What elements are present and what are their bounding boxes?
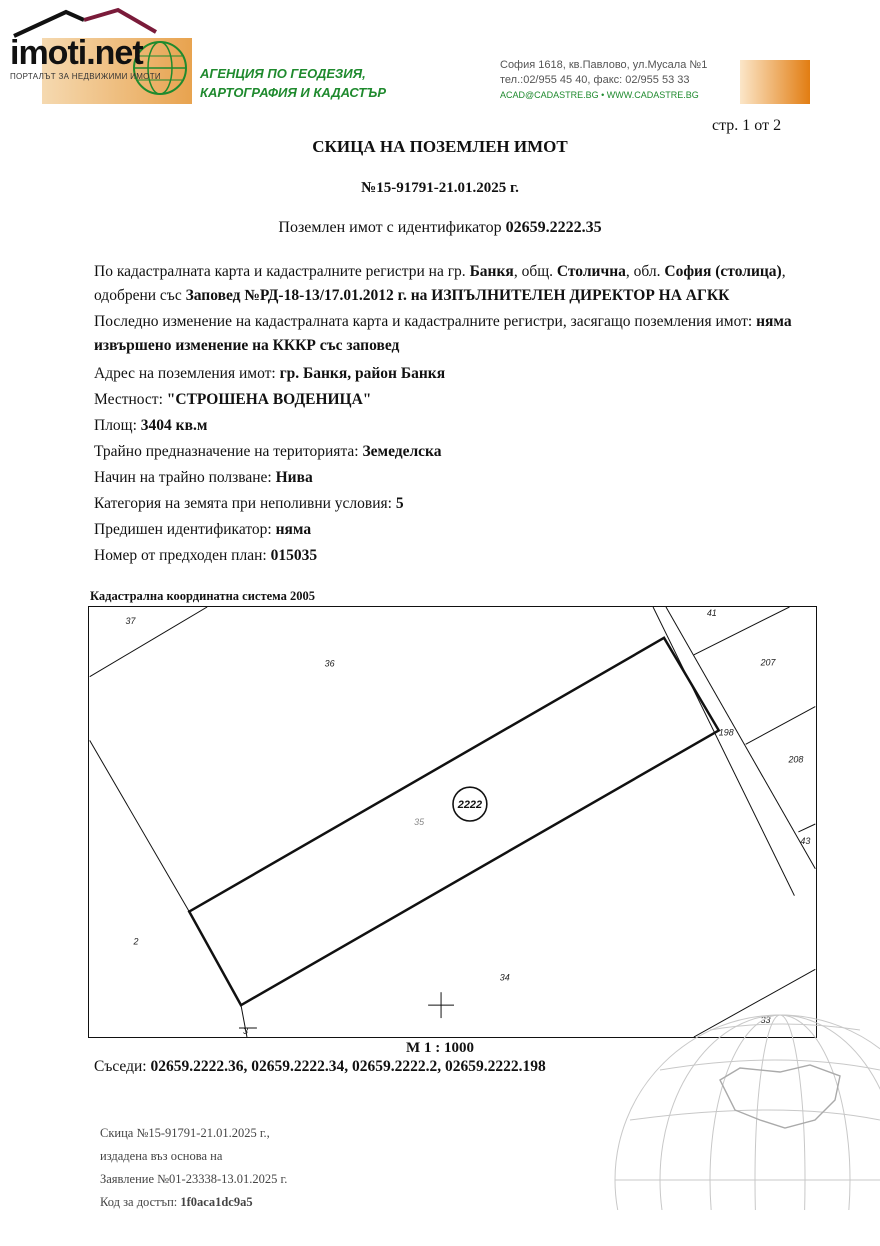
category-value: 5 bbox=[395, 495, 404, 512]
address-label: Адрес на поземления имот: bbox=[94, 365, 280, 382]
purpose-value: Земеделска bbox=[362, 443, 442, 460]
footer-access-code bbox=[100, 1191, 287, 1214]
imoti-logo[interactable] bbox=[6, 6, 176, 86]
cadastral-map-drawing bbox=[89, 607, 816, 1037]
footer-sketch-ref: Скица №15-91791-21.01.2025 г., bbox=[100, 1126, 270, 1140]
map-scale: М 1 : 1000 bbox=[406, 1040, 474, 1056]
parcel-label: 198 bbox=[718, 727, 734, 738]
parcel-label: 37 bbox=[125, 615, 136, 626]
boundary-line bbox=[90, 607, 207, 677]
agency-name bbox=[200, 64, 386, 102]
agency-address: София 1618, кв.Павлово, ул.Мусала №1 bbox=[500, 59, 708, 71]
document-footer bbox=[100, 1122, 287, 1214]
address-row bbox=[94, 362, 814, 388]
basis-text-1: По кадастралната карта и кадастралните регистри на гр. bbox=[94, 263, 470, 280]
access-code-value: 1f0aca1dc9a5 bbox=[180, 1195, 253, 1209]
area-row bbox=[94, 414, 814, 440]
prev-plan-value: 015035 bbox=[270, 547, 318, 564]
parcel-label: 35 bbox=[414, 816, 425, 827]
category-label: Категория на земята при неполивни условия: bbox=[94, 495, 396, 512]
agency-contact bbox=[500, 58, 707, 103]
municipality-value: Столична bbox=[556, 263, 626, 280]
last-change-paragraph bbox=[94, 310, 814, 358]
purpose-label: Трайно предназначение на територията: bbox=[94, 443, 363, 460]
coordinate-system: Кадастрална координатна система 2005 bbox=[90, 589, 315, 603]
boundary-line bbox=[746, 707, 816, 745]
locality-value: "СТРОШЕНА ВОДЕНИЦА" bbox=[166, 391, 372, 408]
area-value: 3404 кв.м bbox=[140, 417, 208, 434]
parcel-label: 3 bbox=[242, 1026, 248, 1037]
basis-text-4: , одобрени със bbox=[94, 263, 786, 304]
prev-plan-label: Номер от предходен план: bbox=[94, 547, 271, 564]
parcel-label: 2 bbox=[133, 936, 139, 947]
parcel-label: 34 bbox=[499, 972, 510, 983]
agency-web[interactable]: ACAD@CADASTRE.BG • WWW.CADASTRE.BG bbox=[500, 90, 699, 100]
property-info bbox=[94, 260, 814, 570]
logo-tagline: ПОРТАЛЪТ ЗА НЕДВИЖИМИ ИМОТИ bbox=[10, 72, 161, 81]
prev-id-row bbox=[94, 518, 814, 544]
property-identifier bbox=[0, 219, 880, 237]
boundary-line bbox=[798, 824, 815, 832]
neighbors-label: Съседи: bbox=[94, 1058, 151, 1075]
purpose-row bbox=[94, 440, 814, 466]
category-row bbox=[94, 492, 814, 518]
parcel-highlight-label: 2222 bbox=[457, 799, 483, 812]
address-value: гр. Банкя, район Банкя bbox=[279, 365, 446, 382]
logo-text: imoti.net bbox=[10, 34, 143, 72]
road-line bbox=[653, 607, 794, 896]
order-value: Заповед №РД-18-13/17.01.2012 г. на ИЗПЪЛНИТЕЛЕН ДИРЕКТОР НА АГКК bbox=[185, 287, 730, 304]
basis-text-2: , общ. bbox=[513, 263, 557, 280]
neighbors bbox=[94, 1058, 546, 1076]
property-id-label: Поземлен имот с идентификатор bbox=[278, 219, 506, 236]
agency-name-line2: КАРТОГРАФИЯ И КАДАСТЪР bbox=[200, 85, 386, 100]
parcel-label: 207 bbox=[760, 657, 776, 668]
usage-row bbox=[94, 466, 814, 492]
boundary-line bbox=[90, 740, 190, 911]
area-label: Площ: bbox=[94, 417, 141, 434]
last-change-label: Последно изменение на кадастралната карта и кадастралните регистри, засягащо поземления имот: bbox=[94, 313, 757, 330]
document-title: СКИЦА НА ПОЗЕМЛЕН ИМОТ bbox=[312, 137, 568, 156]
region-value: София (столица) bbox=[664, 263, 782, 280]
page-number: стр. 1 от 2 bbox=[712, 117, 782, 134]
basis-paragraph bbox=[94, 260, 814, 308]
cadastral-map[interactable] bbox=[88, 606, 817, 1038]
property-id-value: 02659.2222.35 bbox=[505, 219, 602, 236]
usage-label: Начин на трайно ползване: bbox=[94, 469, 276, 486]
parcel-label: 36 bbox=[324, 658, 335, 669]
parcel-label: 43 bbox=[800, 835, 811, 846]
locality-row bbox=[94, 388, 814, 414]
contact-color-bar bbox=[740, 60, 810, 104]
parcel-label: 33 bbox=[760, 1015, 771, 1026]
basis-text-3: , обл. bbox=[625, 263, 665, 280]
usage-value: Нива bbox=[275, 469, 313, 486]
neighbors-value: 02659.2222.36, 02659.2222.34, 02659.2222.2, 02659.2222.198 bbox=[150, 1058, 546, 1075]
parcel-label: 41 bbox=[706, 607, 717, 618]
prev-id-label: Предишен идентификатор: bbox=[94, 521, 276, 538]
agency-name-line1: АГЕНЦИЯ ПО ГЕОДЕЗИЯ, bbox=[200, 66, 366, 81]
document-number: №15-91791-21.01.2025 г. bbox=[361, 180, 519, 196]
footer-issued-based: издадена въз основа на bbox=[100, 1149, 223, 1163]
last-change-value: няма извършено изменение на КККР със заповед bbox=[94, 313, 792, 354]
footer-application: Заявление №01-23338-13.01.2025 г. bbox=[100, 1172, 288, 1186]
agency-phone: тел.:02/955 45 40, факс: 02/955 53 33 bbox=[500, 74, 690, 86]
prev-plan-row bbox=[94, 544, 814, 570]
locality-label: Местност: bbox=[94, 391, 167, 408]
parcel-35-outline[interactable] bbox=[189, 638, 719, 1005]
city-value: Банкя bbox=[469, 263, 514, 280]
access-code-label: Код за достъп: bbox=[100, 1195, 181, 1209]
prev-id-value: няма bbox=[275, 521, 312, 538]
parcel-label: 208 bbox=[788, 754, 804, 765]
road-line bbox=[666, 607, 815, 869]
